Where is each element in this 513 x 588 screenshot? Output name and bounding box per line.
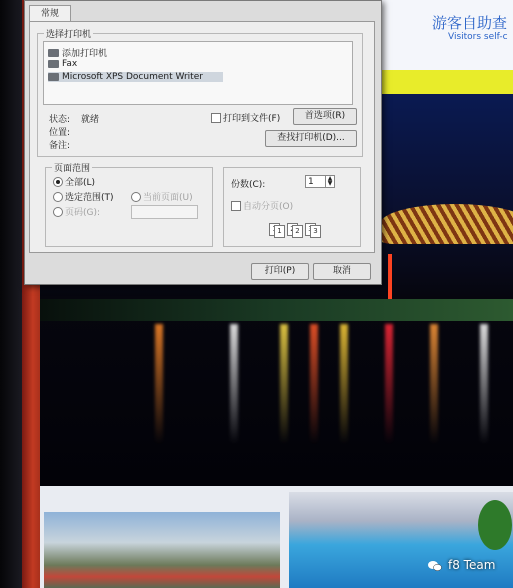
comment-label: 备注: [49, 141, 71, 151]
light-reflection [310, 324, 318, 444]
aerial-photo-thumbnail[interactable] [44, 512, 280, 588]
printer-name: Fax [62, 59, 78, 69]
select-printer-label: 选择打印机 [44, 27, 93, 40]
status-value: 就绪 [81, 115, 100, 125]
spinner-arrows-icon[interactable]: ▲ ▼ [325, 176, 334, 187]
collate-checkbox[interactable] [231, 201, 241, 211]
light-reflection [230, 324, 238, 444]
site-banner [380, 0, 513, 70]
stadium-image [380, 204, 513, 244]
status-label: 状态: [49, 115, 71, 125]
light-reflection [480, 324, 488, 444]
wechat-icon [428, 560, 442, 572]
fax-icon [48, 60, 59, 68]
light-reflection [340, 324, 348, 444]
range-current-label: 当前页面(U) [143, 193, 193, 203]
page-numbers-input[interactable] [131, 205, 198, 219]
add-printer-icon [48, 49, 59, 57]
site-subtitle: Visitors self-c [448, 32, 508, 42]
light-reflection [430, 324, 438, 444]
range-selection-label: 选定范围(T) [65, 193, 114, 203]
page-range-label: 页面范围 [52, 161, 92, 174]
light-reflection [280, 324, 288, 444]
location-label: 位置: [49, 128, 71, 138]
print-dialog [24, 0, 382, 285]
print-to-file-checkbox[interactable] [211, 113, 221, 123]
watermark-text: f8 Team [448, 558, 496, 572]
copies-label: 份数(C): [231, 180, 266, 190]
collate-pages-icon: 1 [269, 223, 287, 237]
range-all-label: 全部(L) [65, 178, 96, 188]
collate-pages-icon: 3 [305, 223, 323, 237]
range-current-radio[interactable] [131, 192, 141, 202]
printer-list[interactable] [43, 41, 353, 105]
monitor-bezel [0, 0, 22, 588]
print-button[interactable]: 打印(P) [251, 263, 309, 280]
range-selection-radio[interactable] [53, 192, 63, 202]
cancel-button[interactable]: 取消 [313, 263, 371, 280]
water-cube-thumbnail[interactable] [289, 492, 513, 588]
printer-name: 添加打印机 [62, 49, 108, 59]
light-reflection [155, 324, 163, 444]
light-reflection [385, 324, 393, 444]
site-title: 游客自助查 [432, 14, 508, 32]
printer-item-add[interactable] [48, 46, 107, 59]
tab-general[interactable]: 常规 [29, 5, 71, 22]
printer-item-fax[interactable] [48, 59, 77, 69]
printer-item-xps[interactable] [48, 72, 223, 82]
find-printer-button[interactable]: 查找打印机(D)... [265, 130, 357, 147]
range-pages-label: 页码(G): [65, 208, 101, 218]
range-all-radio[interactable] [53, 177, 63, 187]
copies-spinner[interactable] [305, 175, 335, 188]
printer-name: Microsoft XPS Document Writer [62, 72, 203, 82]
light-tower [388, 254, 392, 302]
print-to-file-label: 打印到文件(F) [223, 114, 281, 124]
banner-accent-bar [380, 70, 513, 94]
range-pages-radio[interactable] [53, 207, 63, 217]
preferences-button[interactable]: 首选项(R) [293, 108, 357, 125]
tree-image [478, 500, 512, 550]
collate-pages-icon: 2 [287, 223, 305, 237]
shoreline [40, 299, 513, 321]
printer-icon [48, 73, 59, 81]
copies-value: 1 [308, 177, 314, 187]
collate-label: 自动分页(O) [243, 202, 294, 212]
